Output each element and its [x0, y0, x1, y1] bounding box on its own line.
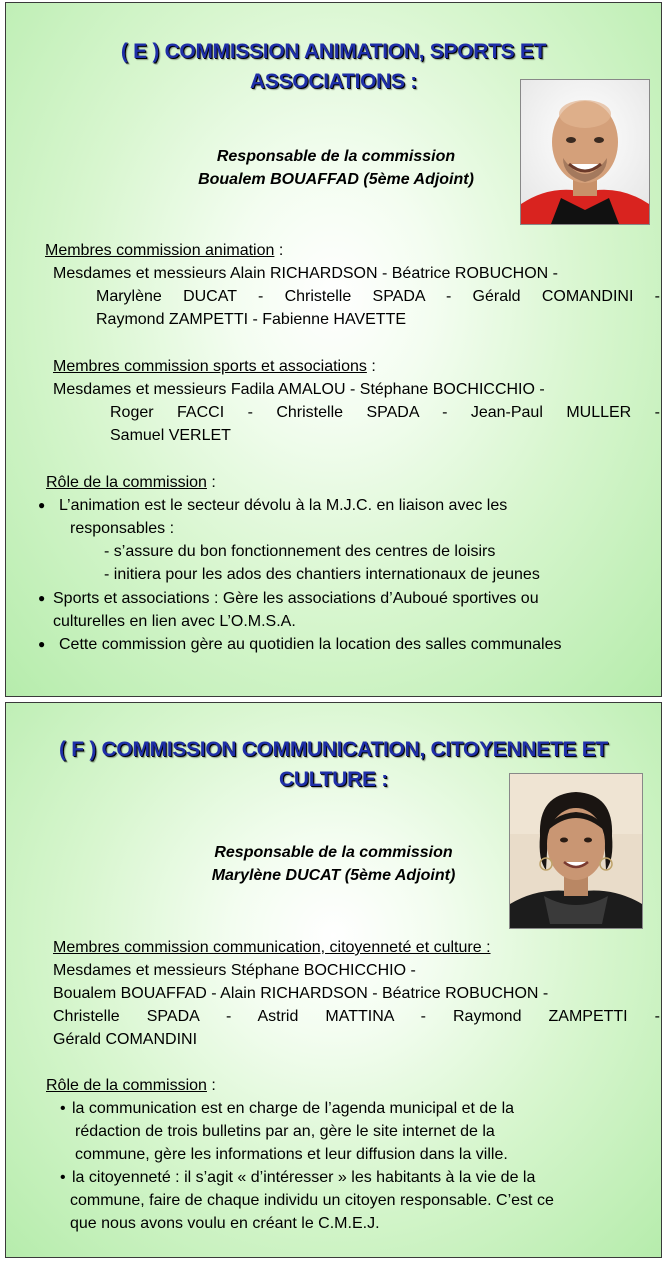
- responsible-photo-marylene: [509, 773, 643, 929]
- members-sports-line: Roger FACCI - Christelle SPADA - Jean-Paul MULLER -: [110, 404, 660, 421]
- bullet-icon: •: [60, 1169, 66, 1186]
- role-line: la communication est en charge de l’agenda municipal et de la: [72, 1100, 515, 1117]
- role-line: responsables :: [70, 520, 175, 537]
- role-line: Sports et associations : Gère les associations d’Auboué sportives ou: [53, 590, 539, 607]
- responsible-heading: Responsable de la commission: [214, 844, 453, 861]
- role-line: - initiera pour les ados des chantiers internationaux de jeunes: [104, 566, 540, 583]
- responsible-photo-boualem: [520, 79, 650, 225]
- role-heading: [46, 471, 216, 494]
- role-heading: [46, 1074, 216, 1097]
- members-line: Gérald COMANDINI: [53, 1031, 198, 1048]
- members-animation-label: Membres commission animation: [45, 242, 275, 259]
- commission-e-panel: [5, 2, 662, 697]
- members-heading: Membres commission communication, citoyenneté et culture :: [53, 939, 491, 956]
- members-animation-colon: :: [274, 242, 284, 259]
- members-sports-label: Membres commission sports et associations: [53, 358, 367, 375]
- role-line: culturelles en lien avec L’O.M.S.A.: [53, 613, 296, 630]
- commission-e-title-line1: ( E ) COMMISSION ANIMATION, SPORTS ET: [120, 40, 547, 63]
- members-sports-colon: :: [366, 358, 376, 375]
- role-line: Cette commission gère au quotidien la location des salles communales: [59, 636, 562, 653]
- role-label: Rôle de la commission: [46, 1077, 207, 1094]
- members-sports-heading: [53, 355, 376, 378]
- commission-f-panel: [5, 702, 662, 1258]
- commission-f-title-line2: CULTURE: [279, 768, 376, 791]
- members-animation-line: Marylène DUCAT - Christelle SPADA - Gérald COMANDINI -: [96, 288, 660, 305]
- role-line: commune, faire de chaque individu un citoyen responsable. C’est ce: [70, 1192, 554, 1209]
- responsible-name: Boualem BOUAFFAD (5ème Adjoint): [198, 171, 474, 188]
- members-line: Christelle SPADA - Astrid MATTINA - Raymond ZAMPETTI -: [53, 1008, 660, 1025]
- members-line: Boualem BOUAFFAD - Alain RICHARDSON - Béatrice ROBUCHON -: [53, 985, 549, 1002]
- bullet-icon: ●: [38, 637, 46, 651]
- members-animation-line: Mesdames et messieurs Alain RICHARDSON - Béatrice ROBUCHON -: [53, 265, 559, 282]
- role-colon: :: [206, 474, 216, 491]
- commission-f-title-line1: ( F ) COMMISSION COMMUNICATION, CITOYENNETE ET: [59, 738, 608, 761]
- role-line: que nous avons voulu en créant le C.M.E.J.: [70, 1215, 380, 1232]
- members-line: Mesdames et messieurs Stéphane BOCHICCHIO -: [53, 962, 416, 979]
- members-sports-line: Samuel VERLET: [110, 427, 231, 444]
- members-sports-line: Mesdames et messieurs Fadila AMALOU - Stéphane BOCHICCHIO -: [53, 381, 545, 398]
- commission-e-title-suffix: :: [404, 70, 417, 93]
- role-line: la citoyenneté : il s’agit « d’intéresser » les habitants à la vie de la: [72, 1169, 536, 1186]
- bullet-icon: •: [60, 1100, 66, 1117]
- members-animation-heading: [45, 239, 283, 262]
- bullet-icon: ●: [38, 591, 46, 605]
- role-label: Rôle de la commission: [46, 474, 207, 491]
- members-animation-line: Raymond ZAMPETTI - Fabienne HAVETTE: [96, 311, 407, 328]
- responsible-heading: Responsable de la commission: [216, 148, 456, 165]
- commission-e-title-line2: ASSOCIATIONS: [250, 70, 405, 93]
- role-colon: :: [206, 1077, 216, 1094]
- role-line: L’animation est le secteur dévolu à la M.J.C. en liaison avec les: [59, 497, 508, 514]
- responsible-name: Marylène DUCAT (5ème Adjoint): [211, 867, 456, 884]
- bullet-icon: ●: [38, 498, 46, 512]
- role-line: rédaction de trois bulletins par an, gère le site internet de la: [75, 1123, 495, 1140]
- role-line: - s’assure du bon fonctionnement des centres de loisirs: [104, 543, 496, 560]
- role-line: commune, gère les informations et leur diffusion dans la ville.: [75, 1146, 508, 1163]
- commission-f-title-suffix: :: [375, 768, 388, 791]
